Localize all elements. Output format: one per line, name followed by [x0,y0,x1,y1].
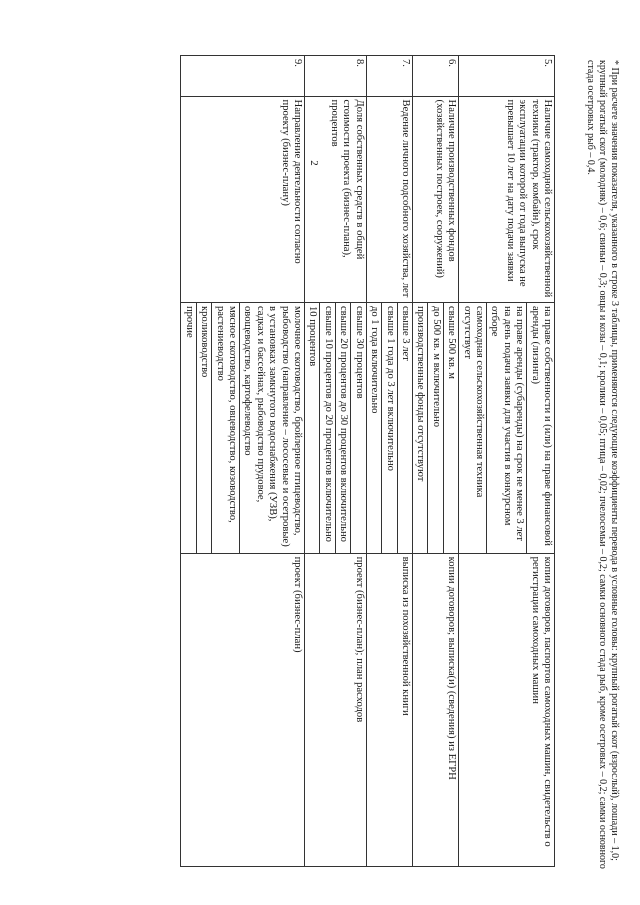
criterion-values [412,302,458,553]
footnote-wrapper [560,60,620,872]
criterion-name: Направление деятельности согласно проекту (бизнес-плану) [181,96,305,302]
row-number: 8. [305,56,367,97]
supporting-documents: проект (бизнес-план) [181,553,305,866]
criterion-name: Ведение личного подсобного хозяйства, лет [366,96,412,302]
table-rotated-wrapper [88,55,555,867]
table-row [412,56,458,867]
row-number: 5. [459,56,555,97]
row-number: 7. [366,56,412,97]
criterion-values [305,302,367,553]
criterion-value: кролиководство [196,303,211,553]
criterion-value: на праве аренды (субаренды) на срок не менее 3 лет на день подачи заявки для участия в конкурсном отборе [486,303,526,553]
criterion-value: прочие [183,305,195,338]
criterion-value: свыше 1 года до 3 лет включительно [382,303,397,553]
supporting-documents: выписка из похозяйственной книги [366,553,412,866]
criterion-name: Доля собственных средств в общей стоимости проекта (бизнес-плана), процентов [305,96,367,302]
criterion-value: свыше 20 процентов до 30 процентов включительно [335,303,350,553]
criterion-value: производственные фонды отсутствуют [415,305,427,482]
criterion-value: свыше 500 кв. м [443,303,458,553]
criterion-value: до 1 года включительно [369,305,381,414]
footnote: * При расчете значения показателя, указанного в строке 3 таблицы, применяются следующие коэффициенты перевода в условные головы: крупный рогатый скот (взрослый), лошади – 1,0; крупный рогатый скот (молодняк) – 0,6; свиньи – 0,3; овцы и козы – 0,1; кролики – 0,05; птица – 0,02; пчелосемьи – 0,2; самки основного стада рыб, кроме осетровых – 0,2; самки основного стада осетровых рыб – 0,4. [584,60,620,869]
criterion-value: до 500 кв. м включительно [428,303,443,553]
row-number: 9. [181,56,305,97]
criterion-value: молочное скотоводство, бройлерное птицеводство, рыбоводство (направление – лососевые и осетровые) в установках замкнутого водоснабжения (УЗВ), садках и бассейнах, рыбоводство прудовое, овощеводство, картофелеводство [240,303,305,553]
criterion-value: свыше 3 лет [397,303,412,553]
criterion-value: самоходная сельскохозяйственная техника отсутствует [461,305,485,498]
supporting-documents: копии договоров, паспортов самоходных машин, свидетельств о регистрации самоходных машин [459,553,555,866]
criterion-value: 10 процентов [307,305,319,367]
criterion-name: Наличие производственных фондов (хозяйственных построек, сооружений) [412,96,458,302]
criterion-values [366,302,412,553]
supporting-documents: копии договоров; выписка(и) (сведения) из ЕГРН [412,553,458,866]
supporting-documents: проект (бизнес-план); план расходов [305,553,367,866]
criterion-value: свыше 30 процентов [351,303,366,553]
criteria-table [180,55,555,867]
criterion-values [181,302,305,553]
criterion-name: Наличие самоходной сельскохозяйственной техники (трактор, комбайн), срок эксплуатации которой от года выпуска не превышает 10 лет на дату подачи заявки [459,96,555,302]
row-number: 6. [412,56,458,97]
table-row [459,56,555,867]
criterion-values [459,302,555,553]
table-row [366,56,412,867]
criterion-value: мясное скотоводство, овцеводство, козоводство, растениеводство [212,303,240,553]
table-row [181,56,305,867]
table-row [305,56,367,867]
criterion-value: на праве собственности и (или) на праве финансовой аренды (лизинга) [527,303,554,553]
criterion-value: свыше 10 процентов до 20 процентов включительно [320,303,335,553]
page-number: 2 [307,160,320,166]
